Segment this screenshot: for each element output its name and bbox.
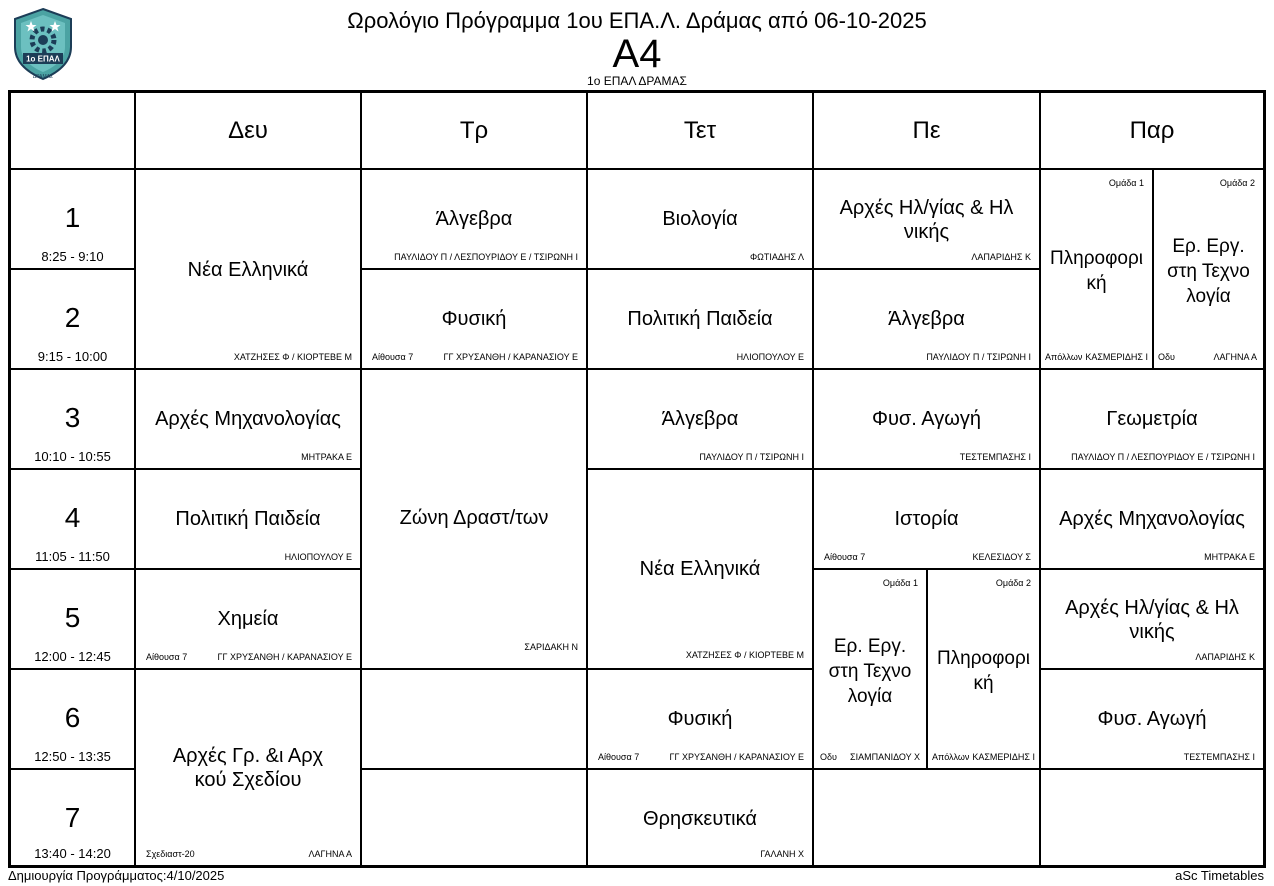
lesson-cell-thu-1: [813, 169, 1040, 269]
teacher-name: ΦΩΤΙΑΔΗΣ Λ: [750, 252, 804, 262]
teacher-name: ΓΓ ΧΡΥΣΑΝΘΗ / ΚΑΡΑΝΑΣΙΟΥ Ε: [443, 352, 578, 362]
subject-name-line3: λογία: [1186, 286, 1231, 307]
lesson-cell-thu-2: [813, 269, 1040, 369]
lesson-cell-mon-6-7: [135, 669, 361, 866]
empty-cell-tue-7: [361, 769, 587, 866]
room-name: Απόλλων: [932, 752, 970, 762]
room-name: Οδυ: [820, 752, 837, 762]
lesson-cell-fri-6: [1040, 669, 1264, 769]
teacher-name: ΧΑΤΖΗΣΕΣ Φ / ΚΙΟΡΤΕΒΕ Μ: [685, 650, 804, 660]
logo-text-line2: ΔΡΑΜΑΣ: [32, 74, 54, 80]
period-time: 12:00 - 12:45: [34, 649, 111, 664]
subject-name: Φυσ. Αγωγή: [1097, 708, 1207, 730]
period-time: 9:15 - 10:00: [37, 349, 108, 364]
period-time: 12:50 - 13:35: [34, 749, 111, 764]
header: [0, 0, 1274, 90]
subject-name-line1: Ερ. Εργ.: [833, 636, 907, 657]
period-cell-4: [10, 469, 135, 569]
period-cell-3: [10, 369, 135, 469]
subject-name: Αρχές Μηχανολογίας: [155, 408, 341, 430]
group-label: Ομάδα 2: [1219, 178, 1255, 188]
subject-name-line2: στη Τεχνο: [1167, 261, 1250, 282]
class-name: Α4: [612, 32, 662, 76]
day-label: Δευ: [228, 116, 268, 144]
room-name: Οδυ: [1158, 352, 1175, 362]
day-label: Τετ: [683, 116, 717, 144]
subject-name-line1: Αρχές Ηλ/γίας & Ηλ: [839, 197, 1014, 219]
lesson-cell-thu-5-6-group2: [927, 569, 1040, 769]
room-name: Αίθουσα 7: [372, 352, 414, 362]
teacher-name: ΜΗΤΡΑΚΑ Ε: [1204, 552, 1255, 562]
empty-cell-fri-7: [1040, 769, 1264, 866]
teacher-name: ΤΕΣΤΕΜΠΑΣΗΣ Ι: [959, 452, 1031, 462]
subject-name: Ζώνη Δραστ/των: [399, 507, 549, 529]
subject-name-line2: νικής: [1129, 621, 1175, 643]
subject-name-line1: Πληροφορι: [1049, 248, 1144, 269]
period-number: 5: [64, 602, 81, 633]
subject-name: Άλγεβρα: [661, 408, 739, 430]
subject-name: Γεωμετρία: [1106, 408, 1198, 430]
corner-cell: [10, 92, 135, 169]
period-number: 2: [64, 302, 81, 333]
subject-name: Άλγεβρα: [888, 308, 965, 330]
lesson-cell-mon-5: [135, 569, 361, 669]
teacher-name: ΚΑΣΜΕΡΙΔΗΣ Ι: [1085, 352, 1148, 362]
empty-cell-thu-7: [813, 769, 1040, 866]
room-name: Αίθουσα 7: [598, 752, 640, 762]
day-header-mon: [135, 92, 361, 169]
subject-name-line1: Αρχές Γρ. &ι Αρχ: [172, 745, 324, 767]
subject-name: Πολιτική Παιδεία: [175, 508, 321, 530]
teacher-name: ΓΑΛΑΝΗ Χ: [760, 849, 804, 859]
lesson-cell-tue-2: [361, 269, 587, 369]
teacher-name: ΠΑΥΛΙΔΟΥ Π / ΛΕΣΠΟΥΡΙΔΟΥ Ε / ΤΣΙΡΩΝΗ Ι: [394, 252, 578, 262]
period-time: 13:40 - 14:20: [34, 846, 111, 861]
group-label: Ομάδα 2: [995, 578, 1031, 588]
lesson-cell-wed-7: [587, 769, 813, 866]
period-number: 1: [64, 202, 81, 233]
period-cell-2: [10, 269, 135, 369]
subject-name: Άλγεβρα: [435, 208, 513, 230]
period-cell-6: [10, 669, 135, 769]
teacher-name: ΛΑΠΑΡΙΔΗΣ Κ: [971, 252, 1031, 262]
period-time: 11:05 - 11:50: [35, 549, 110, 564]
period-number: 4: [64, 502, 81, 533]
school-name: 1ο ΕΠΑΛ ΔΡΑΜΑΣ: [587, 74, 687, 88]
subject-name-line1: Πληροφορι: [936, 648, 1031, 669]
day-header-tue: [361, 92, 587, 169]
group-label: Ομάδα 1: [1108, 178, 1144, 188]
subject-name: Αρχές Μηχανολογίας: [1059, 508, 1245, 530]
subject-name-line2: κή: [1086, 273, 1107, 294]
creation-date: Δημιουργία Προγράμματος:4/10/2025: [8, 868, 225, 883]
period-cell-7: [10, 769, 135, 866]
subject-name-line3: λογία: [847, 686, 893, 707]
teacher-name: ΚΕΛΕΣΙΔΟΥ Σ: [972, 552, 1031, 562]
lesson-cell-tue-3-5: [361, 369, 587, 669]
period-cell-1: [10, 169, 135, 269]
subject-name: Πολιτική Παιδεία: [627, 308, 773, 330]
day-label: Παρ: [1129, 116, 1175, 144]
subject-name: Φυσική: [667, 708, 733, 730]
subject-name-line2: κού Σχεδίου: [194, 769, 302, 791]
subject-name: Νέα Ελληνικά: [187, 259, 309, 281]
subject-name: Φυσική: [441, 308, 507, 330]
teacher-name: ΠΑΥΛΙΔΟΥ Π / ΛΕΣΠΟΥΡΙΔΟΥ Ε / ΤΣΙΡΩΝΗ Ι: [1071, 452, 1255, 462]
teacher-name: ΗΛΙΟΠΟΥΛΟΥ Ε: [284, 552, 352, 562]
lesson-cell-wed-6: [587, 669, 813, 769]
lesson-cell-mon-3: [135, 369, 361, 469]
room-name: Απόλλων: [1045, 352, 1083, 362]
lesson-cell-fri-3: [1040, 369, 1264, 469]
empty-cell-tue-6: [361, 669, 587, 769]
teacher-name: ΗΛΙΟΠΟΥΛΟΥ Ε: [736, 352, 804, 362]
subject-name-line1: Αρχές Ηλ/γίας & Ηλ: [1065, 597, 1239, 619]
subject-name: Νέα Ελληνικά: [639, 558, 761, 580]
teacher-name: ΤΕΣΤΕΜΠΑΣΗΣ Ι: [1183, 752, 1255, 762]
day-label: Τρ: [459, 116, 489, 144]
room-name: Αίθουσα 7: [824, 552, 866, 562]
period-number: 6: [64, 702, 81, 733]
teacher-name: ΠΑΥΛΙΔΟΥ Π / ΤΣΙΡΩΝΗ Ι: [926, 352, 1031, 362]
period-cell-5: [10, 569, 135, 669]
period-number: 7: [64, 802, 81, 833]
lesson-cell-thu-4: [813, 469, 1040, 569]
day-header-wed: [587, 92, 813, 169]
teacher-name: ΚΑΣΜΕΡΙΔΗΣ Ι: [972, 752, 1035, 762]
teacher-name: ΛΑΓΗΝΑ Α: [308, 849, 352, 859]
lesson-cell-mon-1-2: [135, 169, 361, 369]
lesson-cell-fri-1-2-group2: [1153, 169, 1264, 369]
period-number: 3: [64, 402, 81, 433]
period-time: 10:10 - 10:55: [34, 449, 111, 464]
subject-name: Βιολογία: [662, 208, 738, 230]
lesson-cell-thu-5-6-group1: [813, 569, 927, 769]
lesson-cell-wed-4-5: [587, 469, 813, 669]
teacher-name: ΧΑΤΖΗΣΕΣ Φ / ΚΙΟΡΤΕΒΕ Μ: [233, 352, 352, 362]
teacher-name: ΓΓ ΧΡΥΣΑΝΘΗ / ΚΑΡΑΝΑΣΙΟΥ Ε: [217, 652, 352, 662]
subject-name-line2: κή: [973, 673, 994, 694]
teacher-name: ΜΗΤΡΑΚΑ Ε: [301, 452, 352, 462]
logo-text-line1: 1ο ΕΠΑΛ: [26, 54, 60, 64]
subject-name-line1: Ερ. Εργ.: [1172, 236, 1245, 257]
lesson-cell-wed-2: [587, 269, 813, 369]
day-header-fri: [1040, 92, 1264, 169]
teacher-name: ΛΑΠΑΡΙΔΗΣ Κ: [1195, 652, 1255, 662]
subject-name-line2: στη Τεχνο: [828, 661, 912, 682]
day-label: Πε: [912, 116, 941, 144]
day-header-thu: [813, 92, 1040, 169]
group-label: Ομάδα 1: [882, 578, 918, 588]
lesson-cell-wed-1: [587, 169, 813, 269]
lesson-cell-fri-5: [1040, 569, 1264, 669]
subject-name: Θρησκευτικά: [643, 808, 757, 830]
subject-name-line2: νικής: [903, 221, 950, 243]
period-time: 8:25 - 9:10: [41, 249, 104, 264]
subject-name: Ιστορία: [894, 508, 959, 530]
subject-name: Φυσ. Αγωγή: [872, 408, 981, 430]
room-name: Σχεδιαστ-20: [146, 849, 195, 859]
subject-name: Χημεία: [217, 608, 279, 630]
brand-label: aSc Timetables: [1175, 868, 1264, 883]
teacher-name: ΛΑΓΗΝΑ Α: [1213, 352, 1257, 362]
page-title: Ωρολόγιο Πρόγραμμα 1ου ΕΠΑ.Λ. Δράμας από 06-10-2025: [347, 8, 927, 33]
teacher-name: ΣΙΑΜΠΑΝΙΔΟΥ Χ: [850, 752, 920, 762]
lesson-cell-fri-4: [1040, 469, 1264, 569]
timetable-grid: [8, 90, 1266, 868]
teacher-name: ΣΑΡΙΔΑΚΗ Ν: [524, 642, 578, 652]
lesson-cell-mon-4: [135, 469, 361, 569]
lesson-cell-thu-3: [813, 369, 1040, 469]
lesson-cell-fri-1-2-group1: [1040, 169, 1153, 369]
teacher-name: ΠΑΥΛΙΔΟΥ Π / ΤΣΙΡΩΝΗ Ι: [699, 452, 804, 462]
room-name: Αίθουσα 7: [146, 652, 188, 662]
lesson-cell-wed-3: [587, 369, 813, 469]
lesson-cell-tue-1: [361, 169, 587, 269]
teacher-name: ΓΓ ΧΡΥΣΑΝΘΗ / ΚΑΡΑΝΑΣΙΟΥ Ε: [669, 752, 804, 762]
